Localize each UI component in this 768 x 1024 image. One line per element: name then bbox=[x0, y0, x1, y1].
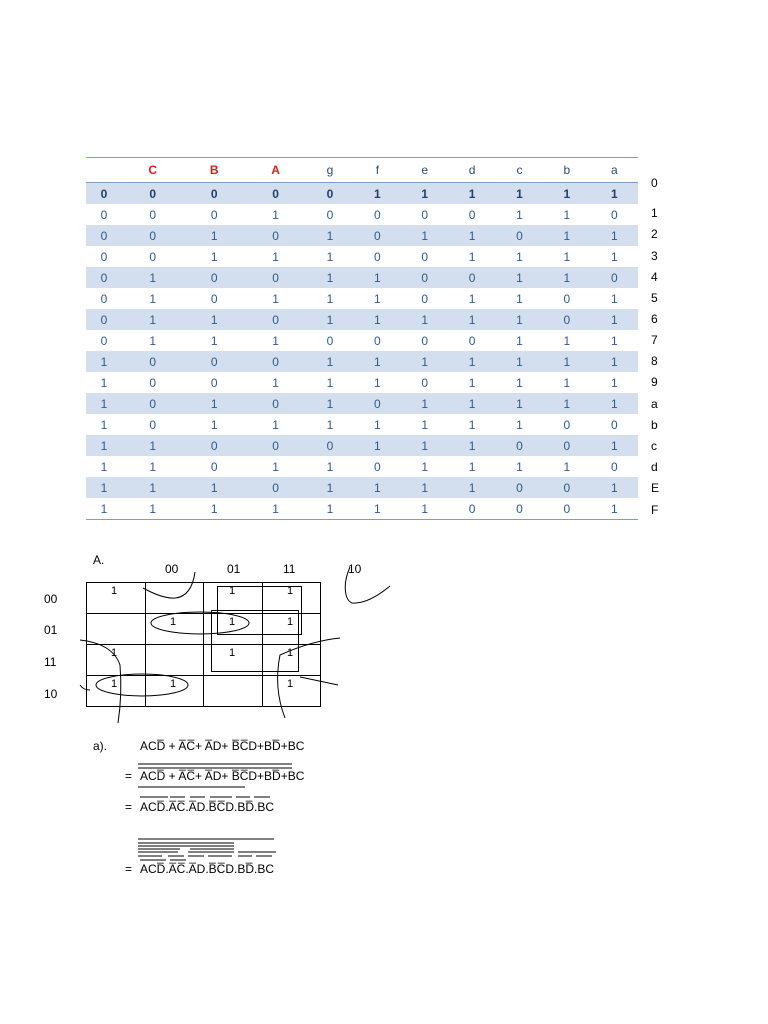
kmap-cell: 1 bbox=[111, 678, 118, 690]
table-cell: 0 bbox=[468, 333, 476, 348]
table-cell: 1 bbox=[354, 309, 401, 330]
header-cell: b bbox=[543, 158, 590, 183]
table-cell: 1 bbox=[149, 291, 157, 306]
table-cell: 0 bbox=[245, 183, 306, 205]
equation-line-4: ACD̅.A̅C̅.A̅D.B̅C̅D.BD̅.BC bbox=[140, 862, 275, 876]
table-cell: 0 bbox=[354, 225, 401, 246]
table-cell: 0 bbox=[149, 417, 157, 432]
table-cell: 0 bbox=[122, 225, 183, 246]
table-cell: 1 bbox=[516, 375, 523, 390]
table-cell: 1 bbox=[516, 417, 523, 432]
kmap-row-label: 11 bbox=[44, 655, 57, 669]
table-cell: 1 bbox=[543, 351, 590, 372]
table-cell: 1 bbox=[306, 351, 353, 372]
kmap-col-label: 11 bbox=[283, 562, 296, 576]
table-cell: 1 bbox=[86, 393, 122, 414]
table-cell: 0 bbox=[610, 459, 618, 474]
kmap-row-label: 00 bbox=[44, 592, 58, 606]
table-cell: 1 bbox=[306, 309, 353, 330]
table-cell: 1 bbox=[183, 477, 244, 498]
table-cell: 1 bbox=[448, 225, 495, 246]
table-cell: 1 bbox=[516, 207, 523, 222]
table-cell: 1 bbox=[354, 498, 401, 520]
table-cell: 1 bbox=[326, 417, 334, 432]
table-cell: 1 bbox=[516, 291, 523, 306]
table-cell: 0 bbox=[591, 267, 638, 288]
table-cell: 0 bbox=[421, 291, 429, 306]
kmap-cell: 1 bbox=[170, 678, 177, 690]
table-cell: 0 bbox=[374, 207, 381, 222]
group-box-b bbox=[212, 611, 299, 672]
equation-line-2: ACD̅ + A̅C̅+ A̅D+ B̅C̅D+BD̅+BC bbox=[140, 769, 305, 783]
table-cell: 1 bbox=[468, 291, 476, 306]
row-label: 6 bbox=[651, 312, 658, 326]
table-cell: 1 bbox=[210, 417, 218, 432]
table-cell: 1 bbox=[86, 351, 122, 372]
table-cell: 1 bbox=[122, 435, 183, 456]
wrap-curve-bottom-right bbox=[300, 677, 338, 685]
header-cell: B bbox=[183, 158, 244, 183]
table-cell: 1 bbox=[86, 498, 122, 520]
table-cell: 1 bbox=[100, 459, 108, 474]
table-cell: 1 bbox=[374, 417, 381, 432]
table-cell: 0 bbox=[100, 333, 108, 348]
table-cell: 1 bbox=[496, 309, 543, 330]
kmap-cell: 1 bbox=[229, 616, 236, 628]
table-cell: 0 bbox=[563, 291, 571, 306]
kmap-cell: 1 bbox=[111, 647, 118, 659]
table-cell: 1 bbox=[543, 393, 590, 414]
header-cell: f bbox=[354, 158, 401, 183]
kmap-col-label: 01 bbox=[227, 562, 241, 576]
row-label: 2 bbox=[651, 227, 658, 241]
table-cell: 0 bbox=[149, 249, 157, 264]
equals-sign-4: = bbox=[125, 862, 133, 876]
equation-line-1: ACD̅ + A̅C̅+ A̅D+ B̅C̅D+BD̅+BC bbox=[140, 739, 305, 753]
table-cell: 0 bbox=[245, 267, 306, 288]
equation-part-label: a). bbox=[93, 739, 108, 753]
table-cell: 1 bbox=[122, 309, 183, 330]
table-cell: 0 bbox=[210, 375, 218, 390]
table-cell: 1 bbox=[210, 333, 218, 348]
table-cell: 1 bbox=[306, 393, 353, 414]
table-cell: 0 bbox=[496, 498, 543, 520]
equals-sign-3: = bbox=[125, 800, 133, 814]
table-cell: 0 bbox=[448, 267, 495, 288]
table-cell: 1 bbox=[354, 435, 401, 456]
table-cell: 0 bbox=[210, 459, 218, 474]
row-label: 7 bbox=[651, 333, 658, 347]
table-cell: 0 bbox=[245, 477, 306, 498]
equals-sign-2: = bbox=[125, 769, 133, 783]
table-cell: 0 bbox=[306, 435, 353, 456]
table-cell: 0 bbox=[86, 183, 122, 205]
table-cell: 0 bbox=[374, 249, 381, 264]
table-cell: 1 bbox=[122, 498, 183, 520]
table-cell: 1 bbox=[591, 498, 638, 520]
table-cell: 1 bbox=[591, 435, 638, 456]
table-cell: 0 bbox=[448, 498, 495, 520]
table-cell: 1 bbox=[210, 249, 218, 264]
table-cell: 0 bbox=[421, 375, 429, 390]
kmap-col-label: 00 bbox=[165, 562, 179, 576]
row-label: 4 bbox=[651, 270, 658, 284]
table-cell: 0 bbox=[563, 417, 571, 432]
table-cell: 1 bbox=[448, 183, 495, 205]
table-cell: 1 bbox=[468, 459, 476, 474]
header-cell: g bbox=[306, 158, 353, 183]
table-cell: 0 bbox=[306, 183, 353, 205]
row-label: 1 bbox=[651, 206, 658, 220]
table-cell: 0 bbox=[610, 207, 618, 222]
table-cell: 1 bbox=[183, 393, 244, 414]
table-cell: 0 bbox=[496, 477, 543, 498]
table-cell: 0 bbox=[401, 267, 448, 288]
table-cell: 1 bbox=[610, 291, 618, 306]
table-cell: 1 bbox=[354, 183, 401, 205]
table-cell: 1 bbox=[149, 333, 157, 348]
table-cell: 1 bbox=[326, 459, 334, 474]
table-cell: 1 bbox=[516, 459, 523, 474]
table-cell: 0 bbox=[183, 351, 244, 372]
table-cell: 1 bbox=[563, 333, 571, 348]
kmap-cell: 1 bbox=[170, 616, 177, 628]
table-cell: 1 bbox=[122, 477, 183, 498]
table-cell: 0 bbox=[122, 183, 183, 205]
row-label: b bbox=[651, 418, 658, 432]
table-cell: 1 bbox=[563, 459, 571, 474]
row-label: d bbox=[651, 460, 658, 474]
table-cell: 1 bbox=[401, 351, 448, 372]
table-cell: 0 bbox=[543, 477, 590, 498]
table-cell: 1 bbox=[326, 249, 334, 264]
table-cell: 1 bbox=[543, 267, 590, 288]
table-cell: 1 bbox=[374, 375, 381, 390]
table-cell: 1 bbox=[591, 309, 638, 330]
kmap-title: A. bbox=[93, 553, 105, 567]
table-cell: 0 bbox=[374, 459, 381, 474]
header-cell: d bbox=[448, 158, 495, 183]
table-cell: 1 bbox=[468, 417, 476, 432]
table-cell: 0 bbox=[122, 351, 183, 372]
table-cell: 0 bbox=[100, 207, 108, 222]
table-cell: 1 bbox=[421, 417, 429, 432]
table-cell: 1 bbox=[272, 459, 279, 474]
table-cell: 1 bbox=[183, 309, 244, 330]
table-cell: 1 bbox=[591, 351, 638, 372]
row-label: 5 bbox=[651, 291, 658, 305]
kmap-cell: 1 bbox=[287, 585, 294, 597]
table-cell: 1 bbox=[401, 225, 448, 246]
kmap-cell: 1 bbox=[111, 585, 118, 597]
table-cell: 1 bbox=[543, 183, 590, 205]
table-cell: 1 bbox=[401, 435, 448, 456]
table-cell: 0 bbox=[86, 225, 122, 246]
wrap-curve-bottom-left bbox=[80, 685, 90, 690]
table-cell: 0 bbox=[496, 435, 543, 456]
table-cell: 0 bbox=[245, 351, 306, 372]
table-cell: 1 bbox=[272, 417, 279, 432]
table-cell: 0 bbox=[421, 249, 429, 264]
table-cell: 0 bbox=[86, 267, 122, 288]
table-cell: 0 bbox=[543, 309, 590, 330]
kmap-cell: 1 bbox=[287, 616, 294, 628]
table-cell: 0 bbox=[374, 333, 381, 348]
table-cell: 1 bbox=[401, 309, 448, 330]
table-cell: 0 bbox=[543, 435, 590, 456]
table-cell: 1 bbox=[306, 477, 353, 498]
table-cell: 0 bbox=[421, 333, 429, 348]
table-cell: 1 bbox=[272, 333, 279, 348]
table-cell: 1 bbox=[610, 375, 618, 390]
table-cell: 0 bbox=[149, 207, 157, 222]
table-cell: 1 bbox=[326, 375, 334, 390]
table-cell: 0 bbox=[245, 309, 306, 330]
table-cell: 1 bbox=[610, 333, 618, 348]
table-cell: 0 bbox=[496, 225, 543, 246]
table-cell: 1 bbox=[401, 393, 448, 414]
row-label: 8 bbox=[651, 354, 658, 368]
table-cell: 1 bbox=[563, 375, 571, 390]
table-cell: 1 bbox=[272, 291, 279, 306]
kmap-cell: 1 bbox=[287, 647, 294, 659]
table-cell: 1 bbox=[496, 267, 543, 288]
table-cell: 1 bbox=[306, 267, 353, 288]
table-cell: 1 bbox=[496, 351, 543, 372]
table-cell: 0 bbox=[100, 249, 108, 264]
table-cell: 1 bbox=[354, 267, 401, 288]
table-cell: 1 bbox=[448, 351, 495, 372]
table-cell: 1 bbox=[149, 459, 157, 474]
table-cell: 1 bbox=[354, 351, 401, 372]
table-cell: 1 bbox=[401, 498, 448, 520]
table-cell: 1 bbox=[86, 435, 122, 456]
table-cell: 1 bbox=[468, 249, 476, 264]
table-cell: 1 bbox=[496, 183, 543, 205]
table-cell: 1 bbox=[326, 291, 334, 306]
equation-line-3: ACD̅.A̅C̅.A̅D.B̅C̅D.BD̅.BC bbox=[140, 800, 275, 814]
table-cell: 1 bbox=[401, 183, 448, 205]
table-cell: 1 bbox=[563, 249, 571, 264]
table-cell: 1 bbox=[100, 417, 108, 432]
row-label: F bbox=[651, 503, 659, 517]
kmap-cell: 1 bbox=[287, 678, 294, 690]
table-cell: 1 bbox=[591, 183, 638, 205]
table-cell: 0 bbox=[421, 207, 429, 222]
table-cell: 1 bbox=[448, 435, 495, 456]
table-cell: 0 bbox=[210, 291, 218, 306]
row-label: a bbox=[651, 397, 658, 411]
table-cell: 1 bbox=[516, 249, 523, 264]
row-label: E bbox=[651, 481, 660, 495]
table-cell: 1 bbox=[272, 207, 279, 222]
table-cell: 0 bbox=[86, 309, 122, 330]
table-cell: 0 bbox=[210, 207, 218, 222]
row-label: 0 bbox=[651, 176, 658, 190]
header-cell: e bbox=[401, 158, 448, 183]
table-cell: 1 bbox=[543, 225, 590, 246]
table-cell: 0 bbox=[149, 375, 157, 390]
table-cell: 1 bbox=[610, 249, 618, 264]
header-cell: c bbox=[496, 158, 543, 183]
row-label: c bbox=[651, 439, 657, 453]
table-cell: 1 bbox=[306, 498, 353, 520]
table-cell: 0 bbox=[245, 393, 306, 414]
table-cell: 1 bbox=[401, 477, 448, 498]
table-cell: 0 bbox=[610, 417, 618, 432]
table-cell: 0 bbox=[354, 393, 401, 414]
table-cell: 1 bbox=[563, 207, 571, 222]
table-cell: 0 bbox=[543, 498, 590, 520]
table-cell: 1 bbox=[122, 267, 183, 288]
table-cell: 1 bbox=[496, 393, 543, 414]
kmap-cell: 1 bbox=[229, 647, 236, 659]
table-cell: 1 bbox=[272, 249, 279, 264]
row-label: 3 bbox=[651, 249, 658, 263]
table-cell: 1 bbox=[272, 375, 279, 390]
table-cell: 0 bbox=[183, 435, 244, 456]
table-cell: 1 bbox=[183, 225, 244, 246]
table-cell: 0 bbox=[245, 435, 306, 456]
kmap-row-label: 10 bbox=[44, 687, 58, 701]
table-cell: 0 bbox=[122, 393, 183, 414]
table-cell: 1 bbox=[591, 225, 638, 246]
table-cell: 0 bbox=[100, 291, 108, 306]
table-cell: 1 bbox=[306, 225, 353, 246]
table-cell: 1 bbox=[183, 498, 244, 520]
kmap-row-label: 01 bbox=[44, 623, 58, 637]
table-cell: 1 bbox=[468, 375, 476, 390]
table-cell: 0 bbox=[183, 183, 244, 205]
table-cell: 1 bbox=[591, 477, 638, 498]
table-cell: 1 bbox=[421, 459, 429, 474]
table-cell: 1 bbox=[86, 477, 122, 498]
table-cell: 0 bbox=[468, 207, 476, 222]
header-cell: A bbox=[245, 158, 306, 183]
kmap-cell: 1 bbox=[229, 585, 236, 597]
table-cell: 0 bbox=[326, 333, 334, 348]
row-label: 9 bbox=[651, 375, 658, 389]
table-cell: 0 bbox=[183, 267, 244, 288]
table-cell: 0 bbox=[326, 207, 334, 222]
kmap-col-label: 10 bbox=[348, 562, 362, 576]
table-cell: 1 bbox=[354, 477, 401, 498]
table-cell: 1 bbox=[100, 375, 108, 390]
table-cell: 1 bbox=[516, 333, 523, 348]
table-cell: 1 bbox=[448, 309, 495, 330]
table-cell: 1 bbox=[591, 393, 638, 414]
table-cell: 1 bbox=[374, 291, 381, 306]
table-cell: 0 bbox=[245, 225, 306, 246]
table-cell: 1 bbox=[245, 498, 306, 520]
table-cell: 1 bbox=[448, 393, 495, 414]
header-cell: C bbox=[122, 158, 183, 183]
table-cell: 1 bbox=[448, 477, 495, 498]
header-cell: a bbox=[591, 158, 638, 183]
